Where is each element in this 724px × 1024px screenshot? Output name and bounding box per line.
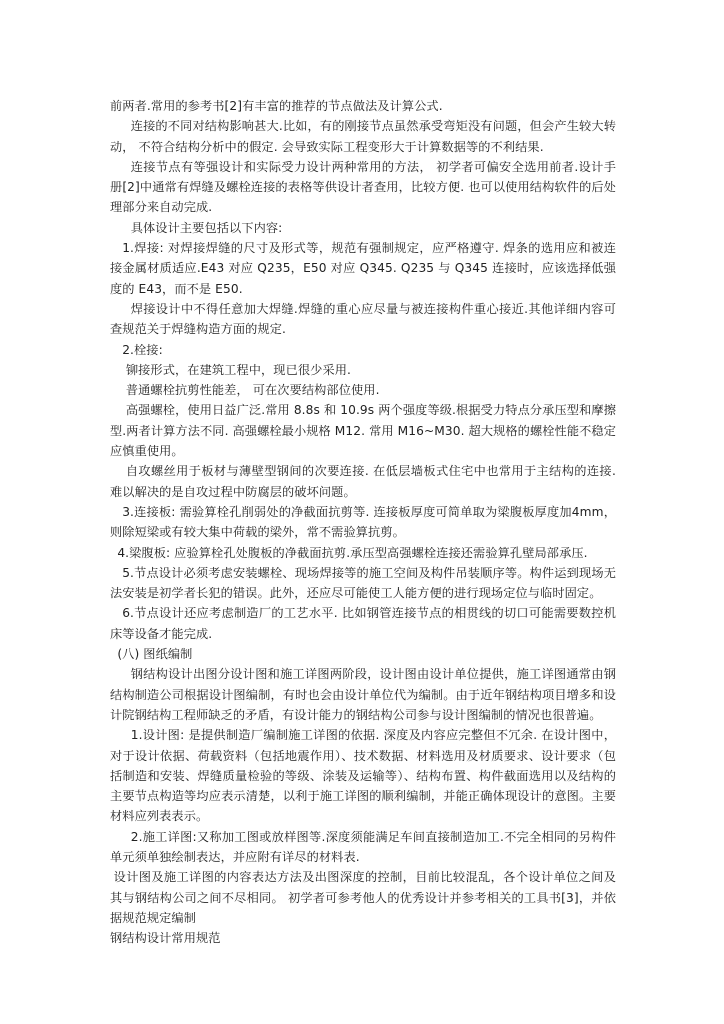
paragraph-4: 具体设计主要包括以下内容: — [130, 220, 283, 235]
paragraph-20: 设计图及施工详图的内容表达方法及出图深度的控制，目前比较混乱，各个设计单位之间及其与钢结构公司之间不尽相同。 初学者可参考他人的优秀设计并参考相关的工具书[3]，并依据规范规定编制 — [110, 870, 616, 925]
paragraph-9: 普通螺栓抗剪性能差， 可在次要结构部位使用. — [125, 383, 380, 398]
paragraph-2: 连接的不同对结构影响甚大.比如，有的刚接节点虽然承受弯矩没有问题，但会产生较大转动， 不符合结构分析中的假定. 会导致实际工程变形大于计算数据等的不利结果. — [110, 119, 616, 154]
paragraph-6: 焊接设计中不得任意加大焊缝.焊缝的重心应尽量与被连接构件重心接近.其他详细内容可查规范关于焊缝构造方面的规定. — [110, 301, 616, 337]
paragraph-19: 2.施工详图:又称加工图或放样图等.深度须能满足车间直接制造加工.不完全相同的另构件单元须单独绘制表达，并应附有详尽的材料表. — [110, 829, 616, 864]
paragraph-3: 连接节点有等强设计和实际受力设计两种常用的方法， 初学者可偏安全选用前者.设计手册[2]中通常有焊缝及螺栓连接的表格等供设计者查用，比较方便. 也可以使用结构软件的后处理部分来自动完成. — [110, 159, 616, 215]
paragraph-18: 1.设计图: 是提供制造厂编制施工详图的依据. 深度及内容应完整但不冗余. 在设计图中，对于设计依据、荷载资料（包括地震作用）、技术数据、材料选用及材质要求、设计要求（包括制造和安装、焊缝质量检验的等级、涂装及运输等）、结构布置、构件截面选用以及结构的主要节点构造等均应表示清楚，以利于施工详图的顺利编制，并能正确体现设计的意图。主要材料应列表表示。 — [110, 728, 616, 824]
paragraph-5: 1.焊接: 对焊接焊缝的尺寸及形式等，规范有强制规定，应严格遵守. 焊条的选用应和被连接金属材质适应.E43 对应 Q235，E50 对应 Q345. Q235 与 Q345 连接时，应该选择低强度的 E43，而不是 E50. — [110, 241, 616, 296]
closing-title: 钢结构设计常用规范 — [110, 931, 221, 946]
paragraph-14: 5.节点设计必须考虑安装螺栓、现场焊接等的施工空间及构件吊装顺序等。构件运到现场无法安装是初学者长犯的错误。此外，还应尽可能使工人能方便的进行现场定位与临时固定。 — [110, 565, 616, 601]
paragraph-11: 自攻螺丝用于板材与薄壁型钢间的次要连接. 在低层墙板式住宅中也常用于主结构的连接. 难以解决的是自攻过程中防腐层的破坏问题。 — [110, 464, 616, 499]
paragraph-8: 铆接形式，在建筑工程中，现已很少采用. — [125, 362, 352, 377]
paragraph-1: 前两者.常用的参考书[2]有丰富的推荐的节点做法及计算公式. — [110, 99, 443, 113]
paragraph-15: 6.节点设计还应考虑制造厂的工艺水平. 比如钢管连接节点的相贯线的切口可能需要数控机床等设备才能完成. — [110, 606, 616, 641]
document-body — [110, 96, 616, 948]
paragraph-10: 高强螺栓，使用日益广泛.常用 8.8s 和 10.9s 两个强度等级.根据受力特点分承压型和摩擦型.两者计算方法不同. 高强螺栓最小规格 M12. 常用 M16~M30. 超大规格的螺栓性能不稳定应慎重使用。 — [110, 403, 616, 459]
paragraph-17: 钢结构设计出图分设计图和施工详图两阶段，设计图由设计单位提供，施工详图通常由钢结构制造公司根据设计图编制，有时也会由设计单位代为编制。由于近年钢结构项目增多和设计院钢结构工程师缺乏的矛盾，有设计能力的钢结构公司参与设计图编制的情况也很普遍。 — [110, 667, 616, 722]
paragraph-12: 3.连接板: 需验算栓孔削弱处的净截面抗剪等. 连接板厚度可简单取为梁腹板厚度加4mm，则除短梁或有较大集中荷载的梁外，常不需验算抗剪。 — [110, 504, 616, 540]
paragraph-7: 2.栓接: — [122, 342, 163, 357]
paragraph-13: 4.梁腹板: 应验算栓孔处腹板的净截面抗剪.承压型高强螺栓连接还需验算孔壁局部承压. — [117, 545, 588, 560]
section-heading: (八) 图纸编制 — [117, 647, 193, 662]
